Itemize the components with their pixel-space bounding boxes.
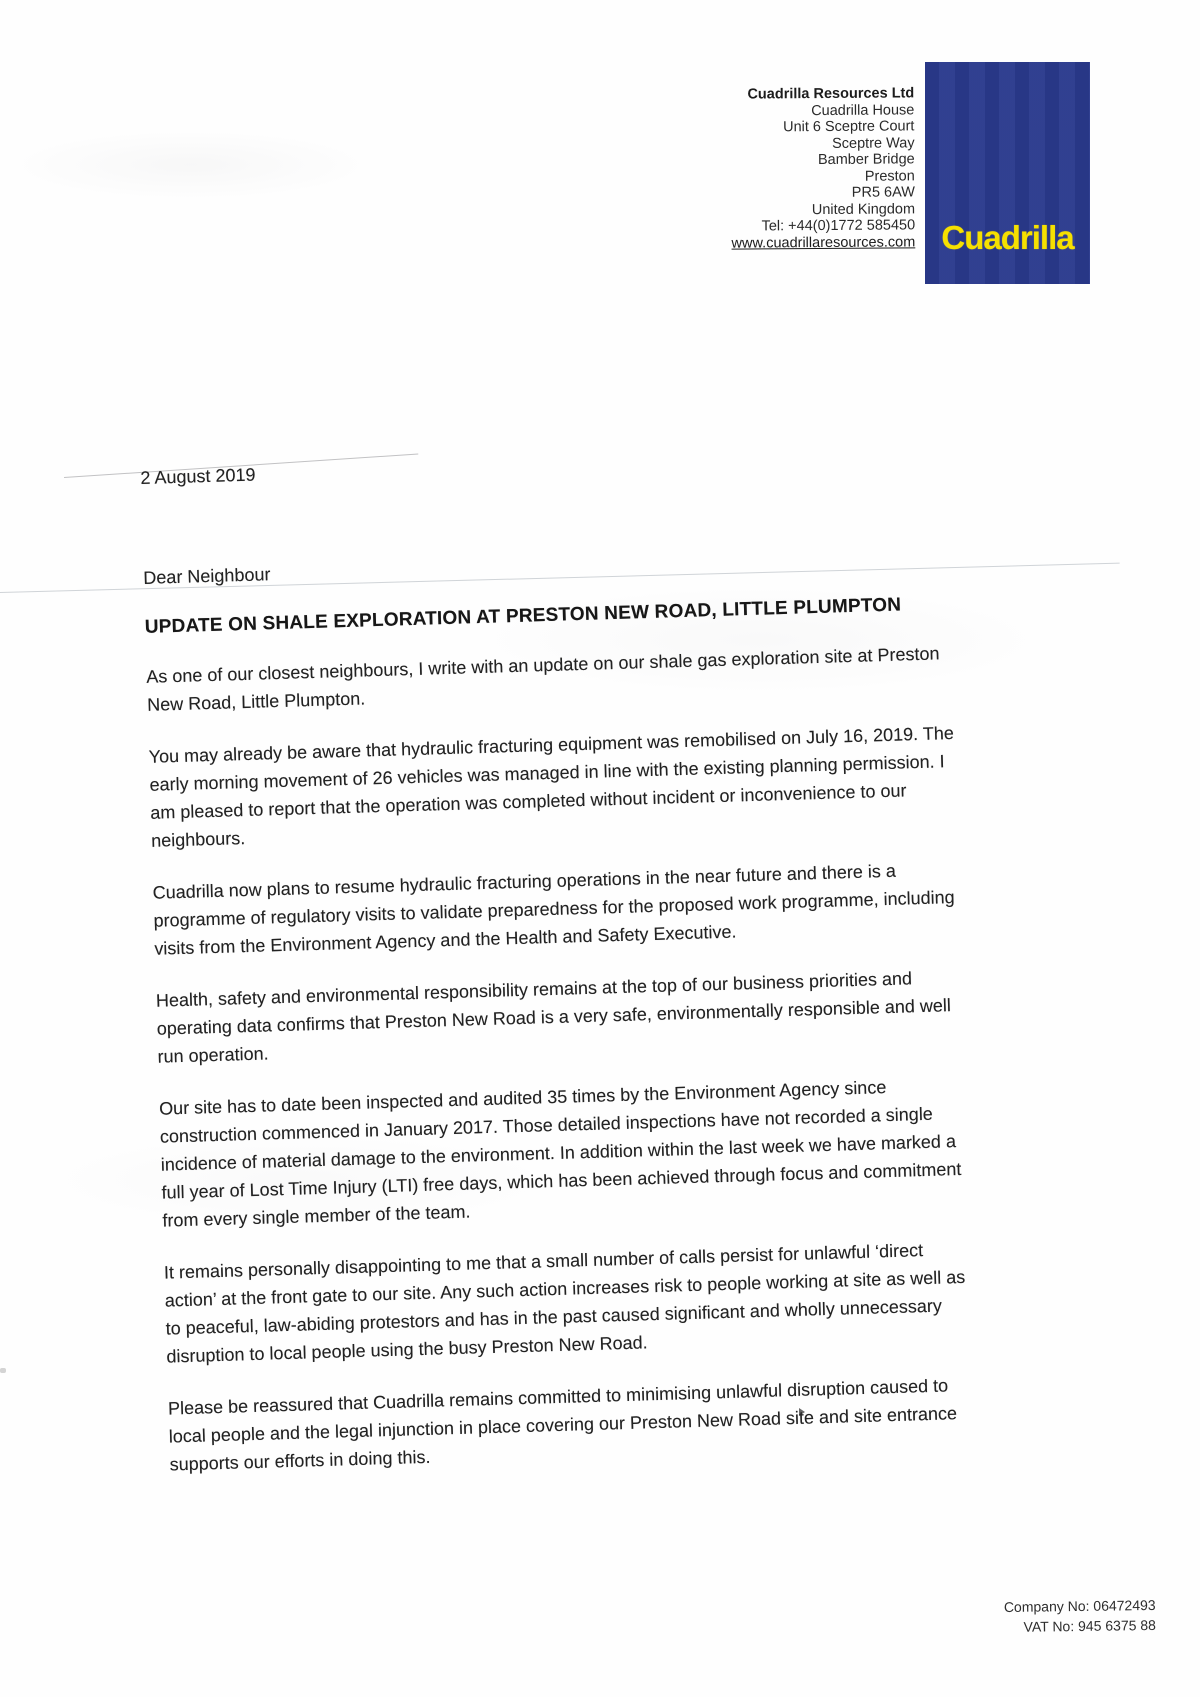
company-address-line: Preston [865, 167, 916, 185]
company-address-lines [731, 102, 916, 219]
company-address-line: Cuadrilla House [811, 101, 915, 119]
company-address-line: PR5 6AW [851, 184, 916, 201]
company-address-block [731, 85, 916, 251]
letter-paragraph: Our site has to date been inspected and audited 35 times by the Environment Agency since construction commenced in January 2017. Those detailed inspections have not recorded a single incidence of material damage to the environment. In addition within the last week we have marked a full year of Lost Time Injury (LTI) free days, which has been achieved through focus and commitment from every single member of the team. [158, 1077, 962, 1231]
letter-date: 2 August 2019 [140, 464, 256, 488]
company-address-line: United Kingdom [812, 200, 916, 218]
letter-paragraph: As one of our closest neighbours, I write with an update on our shale gas exploration site at Preston New Road, Little Plumpton. [146, 643, 940, 715]
registration-footer [1004, 1595, 1156, 1637]
scan-edge-speck [0, 1368, 6, 1373]
company-address-line: Sceptre Way [832, 134, 915, 152]
letter-paragraph: You may already be aware that hydraulic fracturing equipment was remobilised on July 16, 2019. The early morning movement of 26 vehicles was managed in line with the existing planning permission. I am pleased to report that the operation was completed without incident or inconvenience to our neighbours. [148, 722, 955, 851]
company-address-line: Unit 6 Sceptre Court [783, 118, 915, 136]
letter-paragraph: Health, safety and environmental responsibility remains at the top of our business priorities and operating data confirms that Preston New Road is a very safe, environmentally responsible and well run operation. [155, 968, 952, 1067]
letter-paragraph: It remains personally disappointing to me that a small number of calls persist for unlawful ‘direct action’ at the front gate to our site. Any such action increases risk to people working at site as well as to peaceful, law-abiding protestors and has in the past caused significant and wholly unnecessary disruption to local people using the busy Preston New Road. [163, 1240, 966, 1367]
cuadrilla-logo-text: Cuadrilla [941, 219, 1074, 256]
company-name: Cuadrilla Resources Ltd [747, 85, 915, 103]
vat-number: VAT No: 945 6375 88 [1023, 1616, 1157, 1635]
letter-paragraph: Cuadrilla now plans to resume hydraulic fracturing operations in the near future and there is a programme of regulatory visits to validate preparedness for the proposed work programme, including visits from the Environment Agency and the Health and Safety Executive. [152, 860, 955, 959]
company-telephone: Tel: +44(0)1772 585450 [761, 217, 916, 235]
letter-subject-heading: UPDATE ON SHALE EXPLORATION AT PRESTON NEW ROAD, LITTLE PLUMPTON [144, 594, 902, 638]
cuadrilla-logo [925, 62, 1090, 284]
company-number: Company No: 06472493 [1003, 1596, 1156, 1616]
letter-salutation: Dear Neighbour [143, 564, 271, 588]
letter-paragraphs [146, 636, 1075, 1478]
letter-body [140, 437, 1075, 1502]
company-website-link[interactable]: www.cuadrillaresources.com [731, 233, 916, 252]
company-address-line: Bamber Bridge [818, 151, 915, 169]
letter-paragraph: Please be reassured that Cuadrilla remains committed to minimising unlawful disruption caused to local people and the legal injunction in place covering our Preston New Road site and site entrance supports our efforts in doing this. [167, 1375, 958, 1475]
